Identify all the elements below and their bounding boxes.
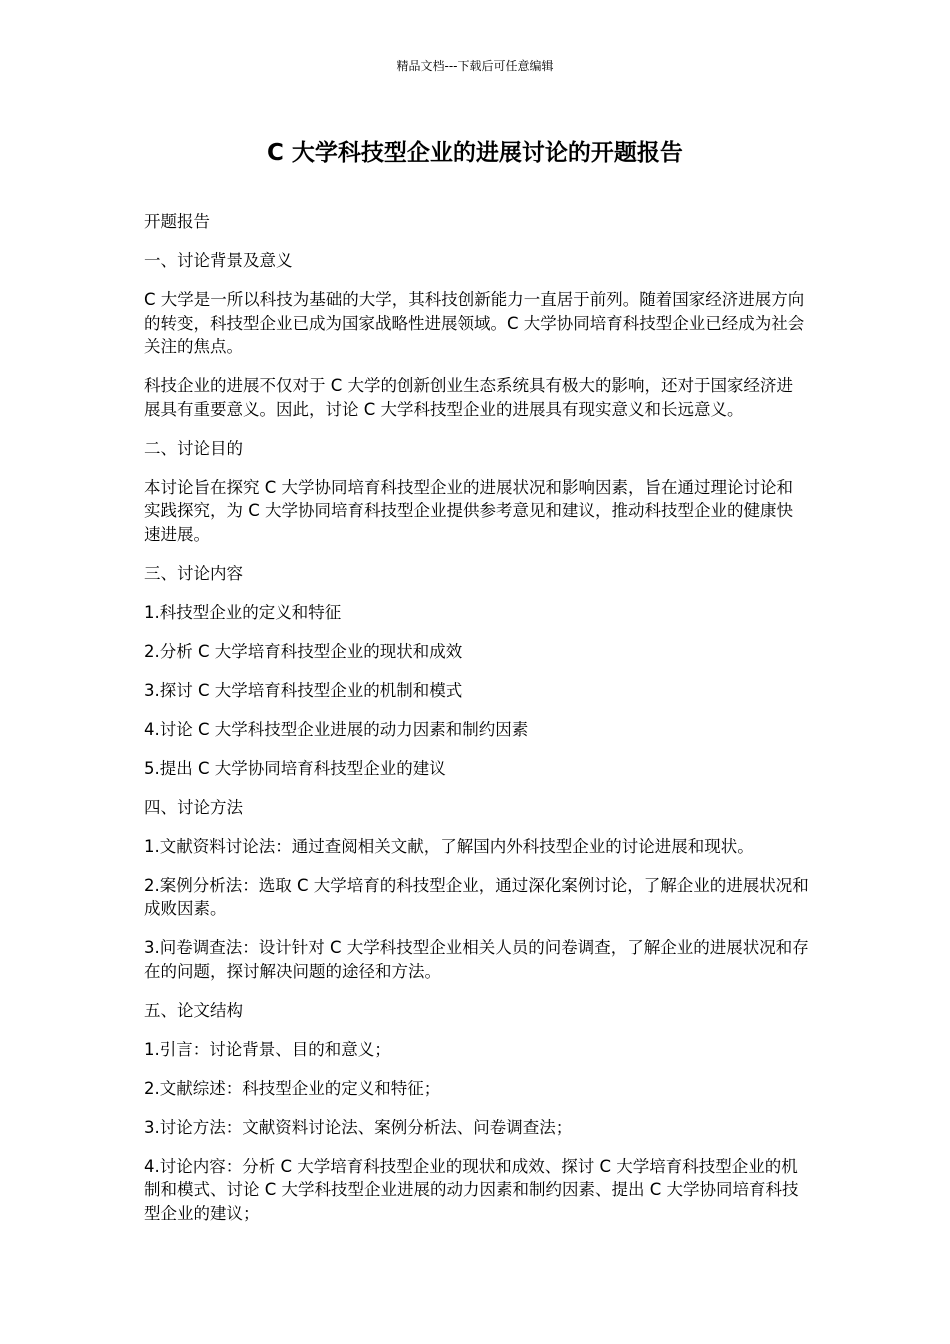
paragraph: C 大学是一所以科技为基础的大学，其科技创新能力一直居于前列。随着国家经济进展方向的转变，科技型企业已成为国家战略性进展领域。C 大学协同培育科技型企业已经成为社会关注的焦点。 (144, 290, 805, 356)
list-item: 1.引言：讨论背景、目的和意义； (144, 1039, 391, 1059)
section-heading-structure: 五、论文结构 (144, 1000, 243, 1020)
paragraph: 科技企业的进展不仅对于 C 大学的创新创业生态系统具有极大的影响，还对于国家经济进展具有重要意义。因此，讨论 C 大学科技型企业的进展具有现实意义和长远意义。 (144, 376, 794, 419)
list-item: 2.案例分析法：选取 C 大学培育的科技型企业，通过深化案例讨论，了解企业的进展状况和成败因素。 (144, 875, 809, 918)
section-label-report: 开题报告 (144, 212, 210, 231)
list-item: 4.讨论内容：分析 C 大学培育科技型企业的现状和成效、探讨 C 大学培育科技型企业的机制和模式、讨论 C 大学科技型企业进展的动力因素和制约因素、提出 C 大学协同培育科技型企业的建议； (144, 1156, 799, 1223)
list-item: 2.文献综述：科技型企业的定义和特征； (144, 1078, 441, 1098)
list-item: 3.探讨 C 大学培育科技型企业的机制和模式 (144, 680, 463, 700)
document-title: C 大学科技型企业的进展讨论的开题报告 (267, 140, 683, 166)
paragraph: 本讨论旨在探究 C 大学协同培育科技型企业的进展状况和影响因素，旨在通过理论讨论和实践探究，为 C 大学协同培育科技型企业提供参考意见和建议，推动科技型企业的健康快速进展。 (144, 477, 794, 544)
list-item: 3.讨论方法：文献资料讨论法、案例分析法、问卷调查法； (144, 1117, 573, 1137)
header-note: 精品文档---下载后可任意编辑 (396, 59, 554, 73)
section-heading-purpose: 二、讨论目的 (144, 438, 243, 458)
list-item: 1.文献资料讨论法：通过查阅相关文献，了解国内外科技型企业的讨论进展和现状。 (144, 836, 754, 856)
list-item: 4.讨论 C 大学科技型企业进展的动力因素和制约因素 (144, 719, 529, 739)
list-item: 1.科技型企业的定义和特征 (144, 602, 342, 622)
section-heading-method: 四、讨论方法 (144, 797, 243, 817)
list-item: 2.分析 C 大学培育科技型企业的现状和成效 (144, 641, 463, 661)
section-heading-background: 一、讨论背景及意义 (144, 251, 293, 270)
list-item: 5.提出 C 大学协同培育科技型企业的建议 (144, 758, 446, 778)
list-item: 3.问卷调查法：设计针对 C 大学科技型企业相关人员的问卷调查，了解企业的进展状况和存在的问题，探讨解决问题的途径和方法。 (144, 938, 809, 981)
document-body (144, 210, 809, 1241)
section-heading-content: 三、讨论内容 (144, 563, 243, 583)
